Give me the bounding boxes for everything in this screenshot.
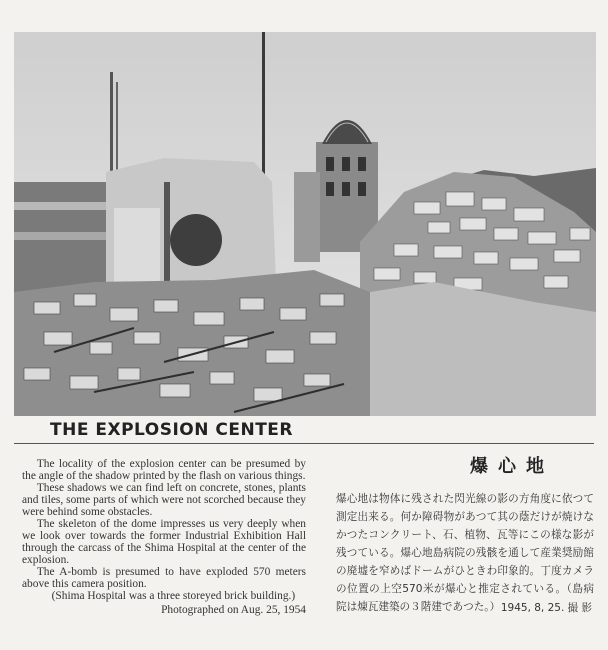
english-paragraph: The locality of the explosion center can be presumed by the angle of the shadow printed by the flash on various things. xyxy=(22,458,306,482)
japanese-heading: 爆心地 xyxy=(470,456,554,477)
english-caption xyxy=(22,458,306,616)
english-paragraph: The skeleton of the dome impresses us very deeply when we look over towards the former Industrial Exhibition Hall through the carcass of the Shima Hospital at the center of the explosion. xyxy=(22,518,306,566)
japanese-photo-credit: 1945, 8, 25. 撮 影 xyxy=(500,602,592,614)
heading-divider xyxy=(14,443,594,444)
ruins-photograph xyxy=(14,32,596,416)
english-photo-credit: Photographed on Aug. 25, 1954 xyxy=(161,604,306,616)
english-note: (Shima Hospital was a three storeyed brick building.) xyxy=(51,590,296,602)
english-heading: THE EXPLOSION CENTER xyxy=(50,420,293,440)
japanese-caption: 爆心地は物体に残された閃光線の影の方角度に依つて測定出来る。何か障碍物があつて其の蔭だけが焼けなかつたコンクリート、石、植物、瓦等にこの様な影が残つている。爆心地島病院の残骸を通して産業奨励館の廃墟を窄めばドームがひときわ印象的。丁度カメラの位置の上空570米が爆心と推定されている。（島病院は煉瓦建築の３階建であつた。） xyxy=(336,493,594,613)
english-paragraph: These shadows we can find left on concrete, stones, plants and tiles, some parts of which were not scorched because they were behind some obstacles. xyxy=(22,482,306,518)
english-paragraph: The A-bomb is presumed to have exploded 570 meters above this camera position. xyxy=(22,566,306,590)
